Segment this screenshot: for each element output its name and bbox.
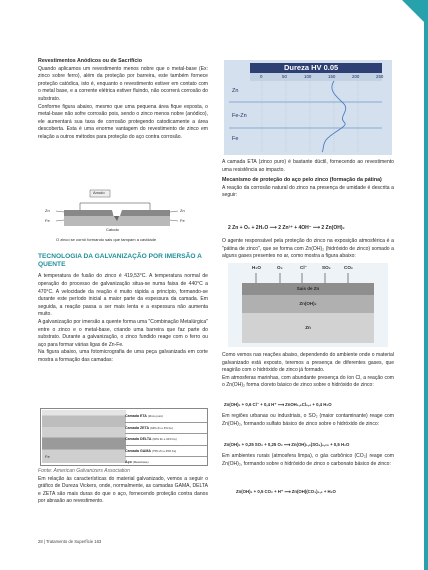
equation-corrosion: 2 Zn + O₂ + 2H₂O ⟶ 2 Zn²⁺ + 4OH⁻ ⟶ 2 Zn(OH)₂ [228, 225, 345, 231]
label-fe: Fe [180, 218, 185, 223]
patina-figure [228, 263, 388, 347]
gas-label: SO₂ [322, 265, 331, 270]
section-title: TECNOLOGIA DA GALVANIZAÇÃO POR IMERSÃO A QUENTE [38, 253, 202, 269]
layer-label [125, 423, 207, 435]
paragraph: Como vemos nas reações abaixo, dependendo do ambiente onde o material galvanizado está exposto, teremos a presença de diferentes gases, que reagirão com o hidróxido de zinco já formado. [222, 352, 394, 374]
label-zn: Zn [180, 208, 185, 213]
right-column-lower3 [222, 453, 394, 468]
label-anodo: Anodo [93, 190, 105, 195]
tick-label: 0 [260, 74, 263, 79]
layer-label-list [125, 411, 207, 468]
right-column-mid [222, 238, 394, 261]
micrograph-fe-label: Fe [45, 454, 50, 459]
layer-label [125, 457, 207, 468]
page-footer: 28 | Tratamento de Superfície 163 [38, 539, 102, 544]
tick-label: 150 [328, 74, 336, 79]
zone-label-fe: Fe [232, 136, 239, 142]
tick-label: 50 [282, 74, 287, 79]
layer-name: Aço [125, 460, 132, 465]
layer-detail: (94% Zn e 6% Fe) [150, 425, 173, 430]
layer-detail: (75% Zn e 25% Fe) [151, 448, 177, 453]
layer-label [125, 446, 207, 458]
paragraph: A camada ETA (zinco puro) é bastante dúctil, fornecendo ao revestimento uma resistência ao impacto. [222, 159, 394, 173]
paragraph: Em atmosferas marinhas, com abundante presença do íon Cl, a reação com o Zn(OH)₂ forma cloreto básico de zinco sobre o hidróxido de zinco: [222, 374, 394, 389]
paragraph: A temperatura de fusão do zinco é 419,53°C. A temperatura normal de operação do processo de galvanização situa-se numa faixa de 440°C a 470°C. A velocidade da reação é muito rápida a princípio, formando-se durante este período inicial a maior parte da espessura da camada. Em seguida, a reação passa a ser mais lenta e a espessura não aumenta muito. [38, 273, 208, 318]
paragraph: Quando aplicamos um revestimento menos nobre que o metal-base (Ex: zinco sobre ferro), além da proteção por barreira, este também fornece proteção catódica, isto é, enquanto o revestimento estiver em contato com o metal base, e a corrente elétrica estiver fluindo, não ocorrerá corrosão do substrato. [38, 65, 208, 102]
layer-sais [242, 283, 374, 295]
layer-detail: (Zinco puro) [147, 414, 163, 418]
section-heading-mechanism: Mecanismo de proteção do aço pelo zinco (formação da pátina) [222, 177, 382, 184]
gas-label: CO₂ [344, 265, 353, 270]
layer-hydroxide-label: Zn(OH)₂ [299, 301, 317, 306]
left-column [38, 58, 208, 142]
paragraph: A reação da corrosão natural do zinco na presença de umidade é descrita a seguir: [222, 184, 394, 199]
label-zn: Zn [45, 208, 50, 213]
tick-label: 200 [352, 74, 360, 79]
layer-detail: (90% Zn e 10% Fe) [152, 437, 177, 442]
layer-name: Camada GAMA [125, 448, 151, 453]
gas-label: Cl⁻ [300, 265, 308, 270]
chart-title: Dureza HV 0.05 [284, 63, 339, 72]
layer-detail: (Metal-base) [132, 460, 149, 465]
layer-label [125, 434, 207, 446]
page-corner-decoration [402, 0, 428, 26]
zone-label-fe-zn: Fe-Zn [232, 113, 247, 119]
equation-chloride: Zn(OH)₂ + 0,6 Cl⁻ + 0,4 H⁺ ⟶ ZnOH₁,₆Cl₀,₄ + 0,4 H₂O [224, 402, 332, 407]
hardness-chart [224, 60, 392, 155]
paragraph: O agente responsável pela proteção do zinco na exposição atmosférica é a "pátina de zinco", que se forma com Zn(OH)₂ (hidróxido de zinco) somado a alguns gases presentes no ar, como mostra a figura abaixo: [222, 238, 394, 260]
left-column-bottom [38, 468, 208, 506]
paragraph: Conforme figura abaixo, mesmo que uma pequena área fique exposta, o metal-base não sofre corrosão pois, sendo o zinco menos nobre (anódico), ele aumentará sua taxa de corrosão protegendo catodicamente a área descoberta. Esta é uma enorme vantagem do revestimento de zinco em relação a outros métodos para proteção do aço contra corrosão. [38, 103, 208, 140]
layer-name: Camada ETA [125, 414, 147, 418]
layer-name: Camada DELTA [125, 437, 152, 442]
paragraph: A galvanização por imersão a quente forma uma "Combinação Metalúrgica" entre o zinco e o metal-base, criando uma barreira que faz parte do substrato. Durante a galvanização, o zinco fundido reage com o ferro ou aço para formar várias ligas de Zn-Fe. [38, 318, 208, 348]
layer-sais-label: Sais de Zn [296, 286, 320, 291]
layer-hydroxide [242, 295, 374, 313]
left-column-lower [38, 253, 208, 365]
right-column-lower2 [222, 413, 394, 428]
label-catodo: Catodo [106, 227, 119, 232]
micrograph-figure [40, 408, 208, 466]
equation-sulfate: Zn(OH)₂ + 0,25 SO₂ + 0,25 O₂ ⟶ Zn(OH)₁,₅(SO₄)₀,₂₅ + 0,5 H₂O [224, 442, 350, 447]
page-edge-strip [424, 0, 428, 570]
figure-caption: O zinco se corrói formando sais que tampam a cavidade [56, 237, 157, 242]
label-fe: Fe [45, 218, 50, 223]
tick-label: 100 [304, 74, 312, 79]
gas-label: O₂ [277, 265, 283, 270]
figure-source: Fonte: American Galvanizers Association [38, 468, 130, 474]
layer-zinc [242, 313, 374, 343]
micrograph-image [42, 410, 126, 463]
equation-carbonate: Zn(OH)₂ + 0,5 CO₂ + H⁺ ⟶ Zn(OH)(CO₃)₀,₅ + H₂O [236, 489, 336, 494]
layer-name: Camada ZETA [125, 425, 150, 430]
paragraph: Em regiões urbanas ou industriais, o SO₂ (maior contaminante) reage com Zn(OH)₂, formando sulfato básico de zinco sobre o hidróxido de zinco: [222, 413, 394, 427]
paragraph: Na figura abaixo, uma fotomicrografia de uma peça galvanizada em corte mostra a formação das camadas: [38, 349, 208, 363]
paragraph: Em ambientes rurais (atmosfera limpa), o gás carbônico (CO₂) reage com Zn(OH)₂, formando sobre o hidróxido de zinco o carbonato básico de zinco: [222, 453, 394, 467]
section-heading-anodic: Revestimentos Anódicos ou de Sacrifício [38, 58, 143, 64]
right-column [222, 159, 394, 200]
layer-label [125, 411, 207, 423]
tick-label: 250 [376, 74, 384, 79]
figure-zinc-protection [40, 188, 208, 250]
gas-label: H₂O [252, 265, 261, 270]
zone-label-zn: Zn [232, 88, 239, 94]
right-column-lower [222, 352, 394, 390]
layer-zinc-label: Zn [305, 325, 311, 330]
paragraph: Em relação às características do material galvanizado, vemos a seguir o gráfico de Dureza Vickers, onde, normalmente, as camadas GAMA, DELTA e ZETA são mais duras do que o aço, fornecendo proteção contra danos por abrasão ao revestimento. [38, 475, 208, 505]
